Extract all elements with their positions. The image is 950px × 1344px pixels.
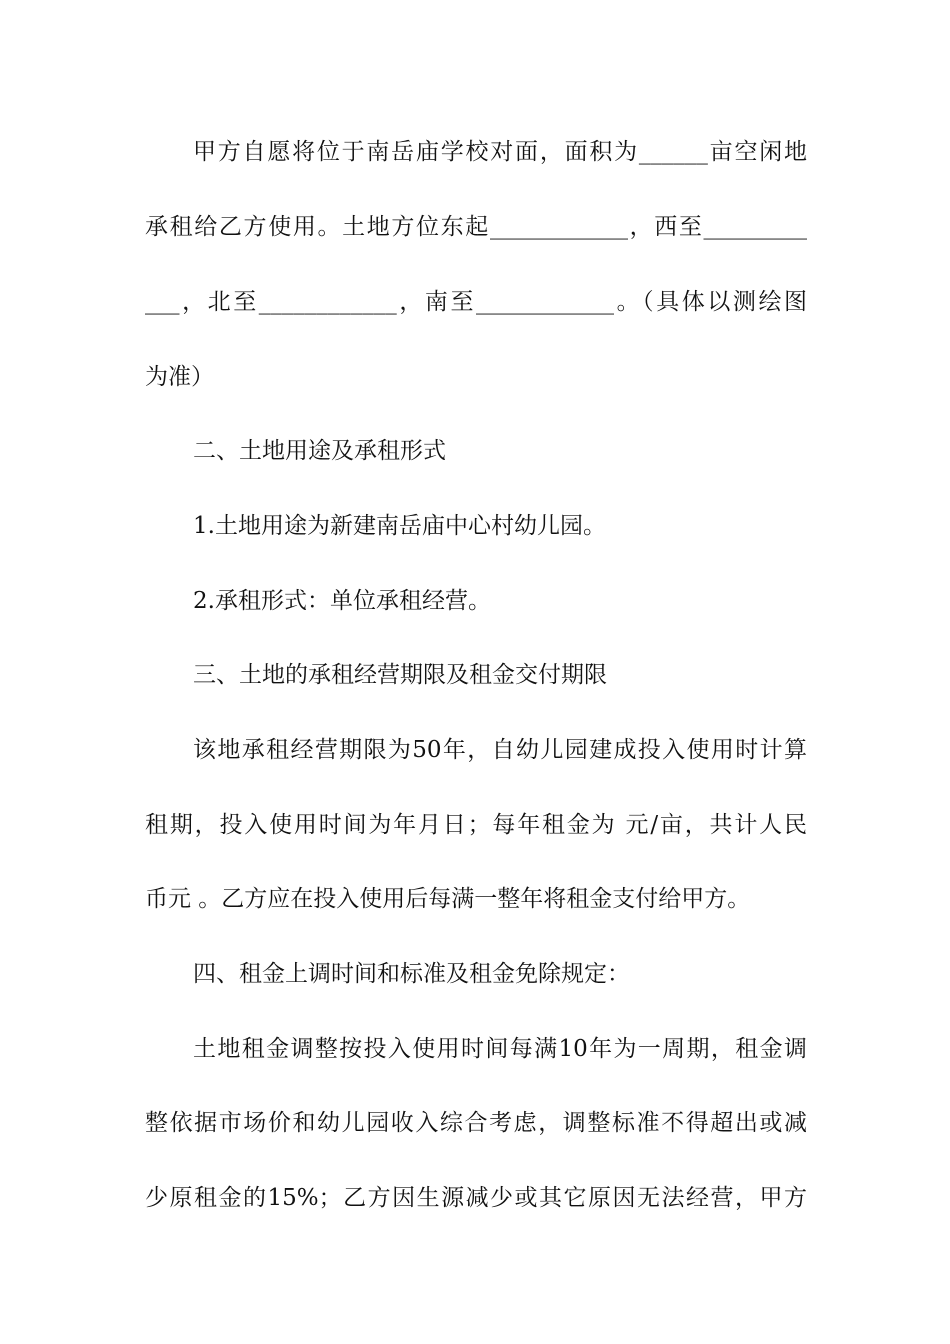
paragraph-line: 少原租金的15%；乙方因生源减少或其它原因无法经营，甲方 (145, 1185, 807, 1211)
list-item: 1.土地用途为新建南岳庙中心村幼儿园。 (193, 513, 606, 539)
paragraph-line: 为准） (145, 364, 214, 390)
paragraph-line: 甲方自愿将位于南岳庙学校对面，面积为______亩空闲地 (193, 139, 807, 165)
paragraph-line: 承租给乙方使用。土地方位东起____________，西至_________ (145, 214, 807, 240)
paragraph-line: 整依据市场价和幼儿园收入综合考虑，调整标准不得超出或减 (145, 1110, 807, 1136)
section-heading: 三、土地的承租经营期限及租金交付期限 (193, 662, 607, 688)
paragraph-line: 土地租金调整按投入使用时间每满10年为一周期，租金调 (193, 1036, 807, 1062)
paragraph-line: 租期，投入使用时间为年月日；每年租金为 元/亩，共计人民 (145, 812, 807, 838)
paragraph-line: ___，北至____________，南至____________。（具体以测绘图 (145, 289, 807, 315)
list-item: 2.承租形式：单位承租经营。 (193, 588, 491, 614)
section-heading: 四、租金上调时间和标准及租金免除规定： (193, 961, 630, 987)
paragraph-line: 币元 。乙方应在投入使用后每满一整年将租金支付给甲方。 (145, 886, 751, 912)
paragraph-line: 该地承租经营期限为50年，自幼儿园建成投入使用时计算 (193, 737, 807, 763)
section-heading: 二、土地用途及承租形式 (193, 438, 446, 464)
